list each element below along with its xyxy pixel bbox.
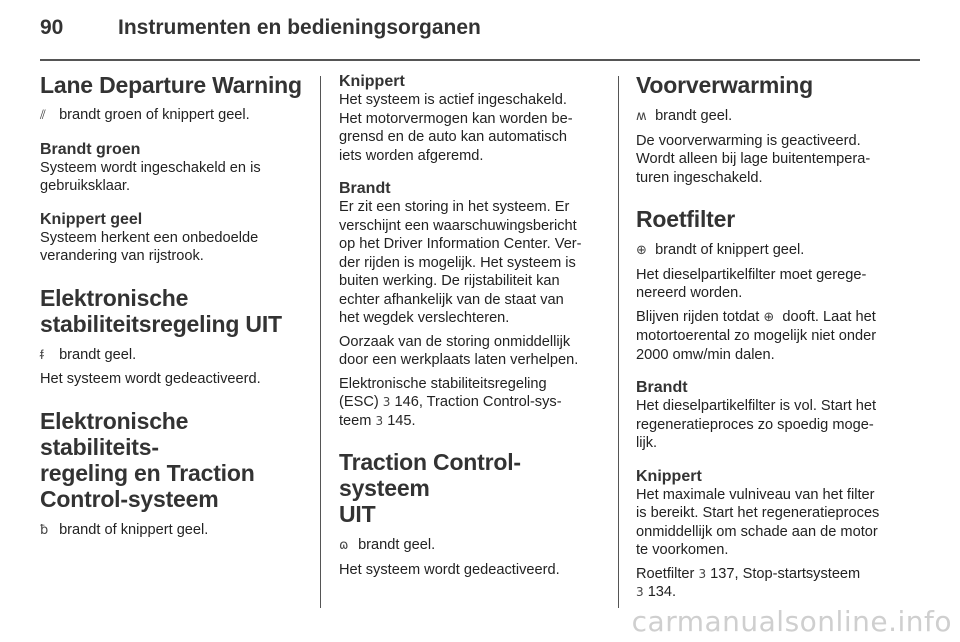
esc-off-icon: ᵮ	[40, 347, 44, 363]
filter-blink-text-2: is bereikt. Start het regeneratieproces	[636, 505, 880, 521]
repair-text-1: Oorzaak van de storing onmiddellijk	[339, 333, 571, 350]
preheat-text-1: De voorverwarming is geactiveerd.	[636, 132, 861, 149]
lit-text-2: verschijnt een waarschuwingsbericht	[339, 217, 577, 234]
drive-text-3: 2000 omw/min dalen.	[636, 346, 775, 363]
filter-lit-text-1: Het dieselpartikelfilter is vol. Start het	[636, 398, 877, 414]
lit-heading: Brandt	[339, 180, 391, 197]
esctc-heading-2: regeling en Traction	[40, 459, 255, 486]
ref-text-1: Elektronische stabiliteitsregeling	[339, 375, 547, 392]
lit-text-6: echter afhankelijk van de staat van	[339, 291, 564, 308]
preheat-text-3: turen ingeschakeld.	[636, 169, 763, 186]
particulate-filter-icon: ⊕	[763, 309, 775, 325]
page-ref-arrow-icon: 3	[375, 413, 384, 428]
column-2	[339, 72, 605, 579]
green-heading: Brandt groen	[40, 140, 141, 158]
filter-text-1: Het dieselpartikelfilter moet gerege-	[636, 266, 867, 283]
ldw-heading: Lane Departure Warning	[40, 72, 302, 98]
filter-lit-text-3: lijk.	[636, 435, 658, 451]
tc-heading-2: UIT	[339, 501, 376, 527]
tc-status: ɷ brandt geel.	[339, 536, 605, 556]
preheat-status: ʍ brandt geel.	[636, 107, 904, 127]
page-ref-arrow-icon: 3	[636, 585, 644, 599]
column-divider-1	[320, 76, 321, 608]
ref-text-3: teem 3 145.	[339, 412, 416, 429]
page-ref-arrow-icon: 3	[382, 395, 391, 409]
tc-text: Het systeem wordt gedeactiveerd.	[339, 561, 560, 578]
filter-ref-text-2: 3 134.	[636, 584, 677, 600]
drive-text-1: Blijven rijden totdat ⊕ dooft. Laat het	[636, 308, 904, 328]
column-divider-2	[618, 76, 619, 608]
blink-text-1: Het systeem is actief ingeschakeld.	[339, 92, 567, 108]
drive-text-2: motortoerental zo mogelijk niet onder	[636, 328, 877, 344]
page-number: 90	[40, 16, 64, 39]
page-ref-arrow-icon: 3	[698, 566, 707, 581]
green-text-2: gebruiksklaar.	[40, 178, 131, 194]
yellow-text-2: verandering van rijstrook.	[40, 248, 204, 264]
glow-plug-icon: ʍ	[636, 109, 647, 124]
tc-off-icon: ɷ	[339, 538, 349, 553]
yellow-heading: Knippert geel	[40, 210, 143, 228]
esctc-status: ƀ brandt of knippert geel.	[40, 521, 302, 541]
preheat-text-2: Wordt alleen bij lage buitentempera-	[636, 151, 871, 167]
filter-heading: Roetfilter	[636, 206, 735, 232]
filter-blink-text-3: onmiddellijk om schade aan de motor	[636, 523, 878, 540]
esctc-heading-1: Elektronische stabiliteits-	[40, 407, 189, 460]
esctc-heading-3: Control-systeem	[40, 485, 219, 512]
filter-blink-heading: Knippert	[636, 467, 702, 485]
yellow-text-1: Systeem herkent een onbedoelde	[40, 229, 259, 246]
header-rule	[40, 59, 920, 61]
lit-text-1: Er zit een storing in het systeem. Er	[339, 199, 570, 215]
esc-tc-icon: ƀ	[40, 522, 49, 538]
lane-departure-icon: ⫽	[40, 108, 46, 123]
filter-ref-text-1: Roetfilter 3 137, Stop-startsysteem	[636, 565, 861, 582]
page-header	[40, 16, 920, 50]
ref-text-2: (ESC) 3 146, Traction Control-sys-	[339, 394, 562, 410]
lit-text-7: het wegdek verslechteren.	[339, 310, 510, 326]
repair-text-2: door een werkplaats laten verhelpen.	[339, 352, 579, 368]
esc-status: ᵮ brandt geel.	[40, 346, 302, 366]
lit-text-5: buiten werking. De rijstabiliteit kan	[339, 273, 560, 289]
filter-status: ⊕ brandt of knippert geel.	[636, 241, 904, 261]
preheat-heading: Voorverwarming	[636, 72, 813, 98]
blink-text-4: iets worden afgeremd.	[339, 147, 484, 164]
esc-text: Het systeem wordt gedeactiveerd.	[40, 371, 261, 387]
filter-blink-text-1: Het maximale vulniveau van het filter	[636, 486, 875, 503]
filter-text-2: nereerd worden.	[636, 285, 743, 301]
green-text-1: Systeem wordt ingeschakeld en is	[40, 159, 261, 176]
filter-lit-text-2: regeneratieproces zo spoedig moge-	[636, 416, 874, 433]
blink-text-2: Het motorvermogen kan worden be-	[339, 110, 573, 127]
column-3	[636, 72, 904, 602]
esc-heading-1: Elektronische	[40, 284, 189, 311]
filter-blink-text-4: te voorkomen.	[636, 542, 729, 558]
lit-text-3: op het Driver Information Center. Ver-	[339, 236, 582, 252]
lit-text-4: der rijden is mogelijk. Het systeem is	[339, 254, 576, 271]
tc-heading-1: Traction Control-systeem	[339, 449, 521, 501]
blink-heading: Knippert	[339, 73, 405, 90]
filter-lit-heading: Brandt	[636, 379, 688, 396]
esc-heading-2: stabiliteitsregeling UIT	[40, 310, 282, 337]
ldw-status: ⫽ brandt groen of knippert geel.	[40, 106, 302, 126]
page-title: Instrumenten en bedieningsorganen	[118, 16, 481, 39]
watermark: carmanualsonline.info	[631, 605, 952, 638]
blink-text-3: grensd en de auto kan automatisch	[339, 129, 567, 145]
particulate-filter-icon: ⊕	[636, 243, 647, 258]
column-1	[40, 72, 302, 540]
